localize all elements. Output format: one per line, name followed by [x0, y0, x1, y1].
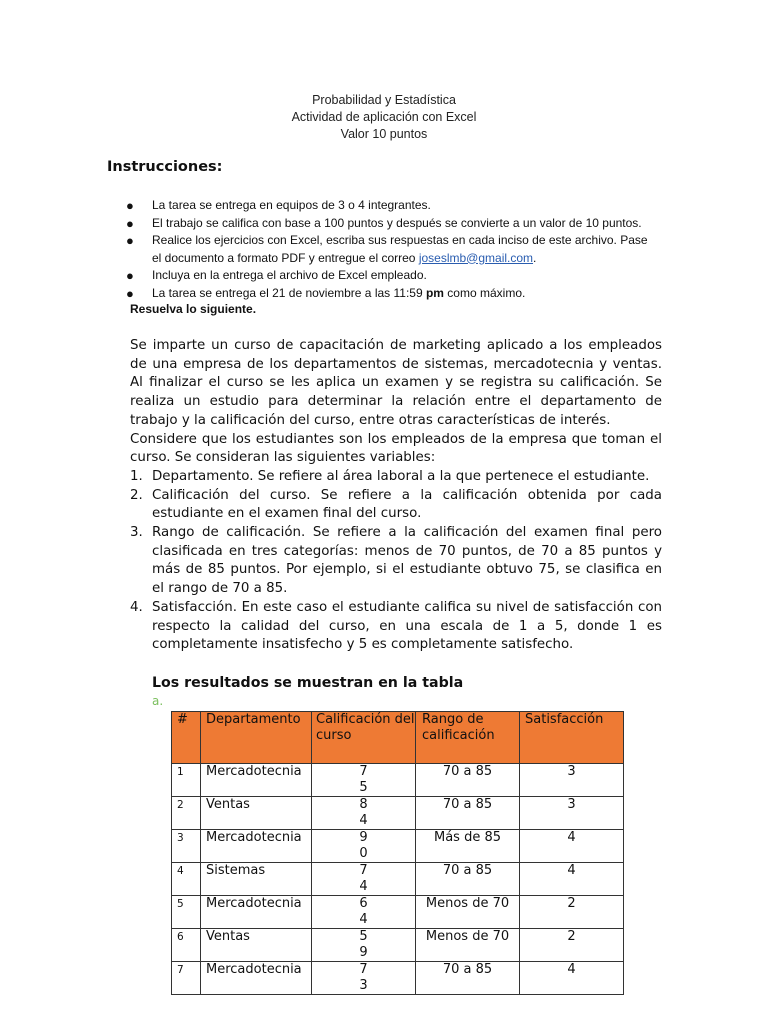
row-sat: 3 [520, 764, 624, 797]
row-rango: 70 a 85 [416, 863, 520, 896]
email-link[interactable]: joseslmb@gmail.com [418, 250, 534, 265]
intro-paragraph: Se imparte un curso de capacitación de marketing aplicado a los empleados de una empresa de los departamentos de sistemas, mercadotecnia y ventas. Al finalizar el curso se les aplica un examen y se registra su calificación. Se realiza un estudio para determinar la relación entre el departamento de trabajo y la calificación del curso, entre otras características de interés. [130, 338, 662, 428]
instructions-heading: Instrucciones: [107, 159, 223, 175]
bullet-icon: ● [126, 285, 134, 301]
results-heading: Los resultados se muestran en la tabla [152, 675, 464, 691]
bullet-icon: ● [126, 215, 134, 231]
row-rango: 70 a 85 [416, 764, 520, 797]
header-rango: Rango de calificación [416, 712, 520, 764]
table-header-row [172, 712, 624, 764]
table-row [172, 863, 624, 896]
row-cal: 74 [312, 863, 416, 896]
row-cal: 90 [312, 830, 416, 863]
row-dept: Ventas [201, 929, 312, 962]
table-row [172, 896, 624, 929]
table-row [172, 797, 624, 830]
bullet-icon: ● [126, 233, 134, 248]
row-sat: 4 [520, 962, 624, 995]
header-num: # [172, 712, 201, 764]
row-num: 2 [172, 797, 201, 830]
variables-paragraph: Considere que los estudiantes son los empleados de la empresa que toman el curso. Se consideran las siguientes variables: [130, 431, 662, 466]
table-row [172, 830, 624, 863]
instruction-item: ● La tarea se entrega el 21 de noviembre a las 11:59 pm como máximo. [126, 285, 526, 301]
header-cal: Calificación del curso [312, 712, 416, 764]
row-rango: Menos de 70 [416, 929, 520, 962]
row-sat: 2 [520, 929, 624, 962]
resuelva-heading: Resuelva lo siguiente. [130, 302, 257, 316]
row-cal: 73 [312, 962, 416, 995]
row-cal: 75 [312, 764, 416, 797]
row-num: 1 [172, 764, 201, 797]
row-sat: 2 [520, 896, 624, 929]
row-num: 4 [172, 863, 201, 896]
table-row [172, 962, 624, 995]
row-cal: 84 [312, 797, 416, 830]
row-dept: Sistemas [201, 863, 312, 896]
variable-item: 4. Satisfacción. En este caso el estudiante califica su nivel de satisfacción con respecto la calidad del curso, en una escala de 1 a 5, donde 1 es completamente insatisfecho y 5 es completamente satisfecho. [130, 599, 662, 653]
results-table [171, 711, 624, 995]
header-sat: Satisfacción [520, 712, 624, 764]
row-dept: Mercadotecnia [201, 764, 312, 797]
row-sat: 4 [520, 830, 624, 863]
row-num: 3 [172, 830, 201, 863]
row-sat: 4 [520, 863, 624, 896]
variable-item: 2. Calificación del curso. Se refiere a la calificación obtenida por cada estudiante en el examen final del curso. [130, 487, 662, 522]
header-dept: Departamento [201, 712, 312, 764]
instruction-item: ● La tarea se entrega en equipos de 3 o 4 integrantes. [126, 198, 431, 213]
instruction-item: ● Incluya en la entrega el archivo de Excel empleado. [126, 268, 427, 283]
bullet-icon: ● [126, 198, 134, 213]
variable-item: 1. Departamento. Se refiere al área laboral a la que pertenece el estudiante. [130, 468, 650, 484]
table-row [172, 764, 624, 797]
row-dept: Ventas [201, 797, 312, 830]
row-dept: Mercadotecnia [201, 896, 312, 929]
value-points: Valor 10 puntos [340, 127, 428, 141]
row-num: 5 [172, 896, 201, 929]
row-rango: 70 a 85 [416, 797, 520, 830]
row-cal: 64 [312, 896, 416, 929]
instruction-item: ● Realice los ejercicios con Excel, escriba sus respuestas en cada inciso de este archivo. Pase el documento a formato PDF y entregue el correo joseslmb@gmail.com. [126, 233, 648, 265]
row-dept: Mercadotecnia [201, 962, 312, 995]
instructions-list [126, 197, 686, 302]
row-num: 7 [172, 962, 201, 995]
row-num: 6 [172, 929, 201, 962]
problem-body [130, 337, 662, 655]
row-rango: 70 a 85 [416, 962, 520, 995]
variable-item: 3. Rango de calificación. Se refiere a la calificación del examen final pero clasificada en tres categorías: menos de 70 puntos, de 70 a 85 puntos y más de 85 puntos. Por ejemplo, si el estudiante obtuvo 75, se clasifica en el rango de 70 a 85. [130, 525, 662, 597]
row-dept: Mercadotecnia [201, 830, 312, 863]
course-title: Probabilidad y Estadística [312, 93, 456, 107]
row-cal: 59 [312, 929, 416, 962]
row-rango: Menos de 70 [416, 896, 520, 929]
table-row [172, 929, 624, 962]
activity-title: Actividad de aplicación con Excel [291, 110, 477, 124]
document-header [0, 92, 768, 143]
row-sat: 3 [520, 797, 624, 830]
row-rango: Más de 85 [416, 830, 520, 863]
subitem-letter: a. [152, 694, 164, 708]
bullet-icon: ● [126, 268, 134, 283]
instruction-item: ● El trabajo se califica con base a 100 puntos y después se convierte a un valor de 10 puntos. [126, 215, 642, 231]
